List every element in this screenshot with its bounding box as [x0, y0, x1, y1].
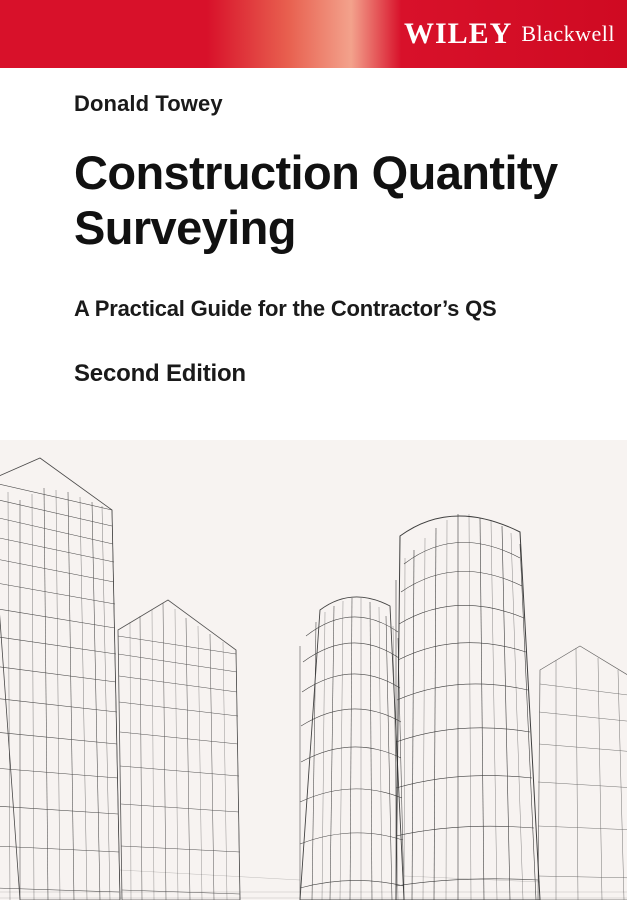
skyscraper-wireframe-icon	[0, 440, 627, 900]
publisher-brand-name: WILEY	[403, 17, 513, 50]
author-name: Donald Towey	[74, 91, 223, 116]
publisher-imprint-name: Blackwell	[521, 21, 616, 46]
publisher-band	[0, 0, 627, 68]
book-title: Construction Quantity Surveying	[74, 146, 558, 254]
edition-label: Second Edition	[74, 360, 246, 387]
book-subtitle: A Practical Guide for the Contractor’s QS	[74, 296, 497, 321]
cover-illustration	[0, 440, 627, 900]
cover-text-area	[0, 68, 627, 440]
publisher-logo	[392, 0, 627, 68]
